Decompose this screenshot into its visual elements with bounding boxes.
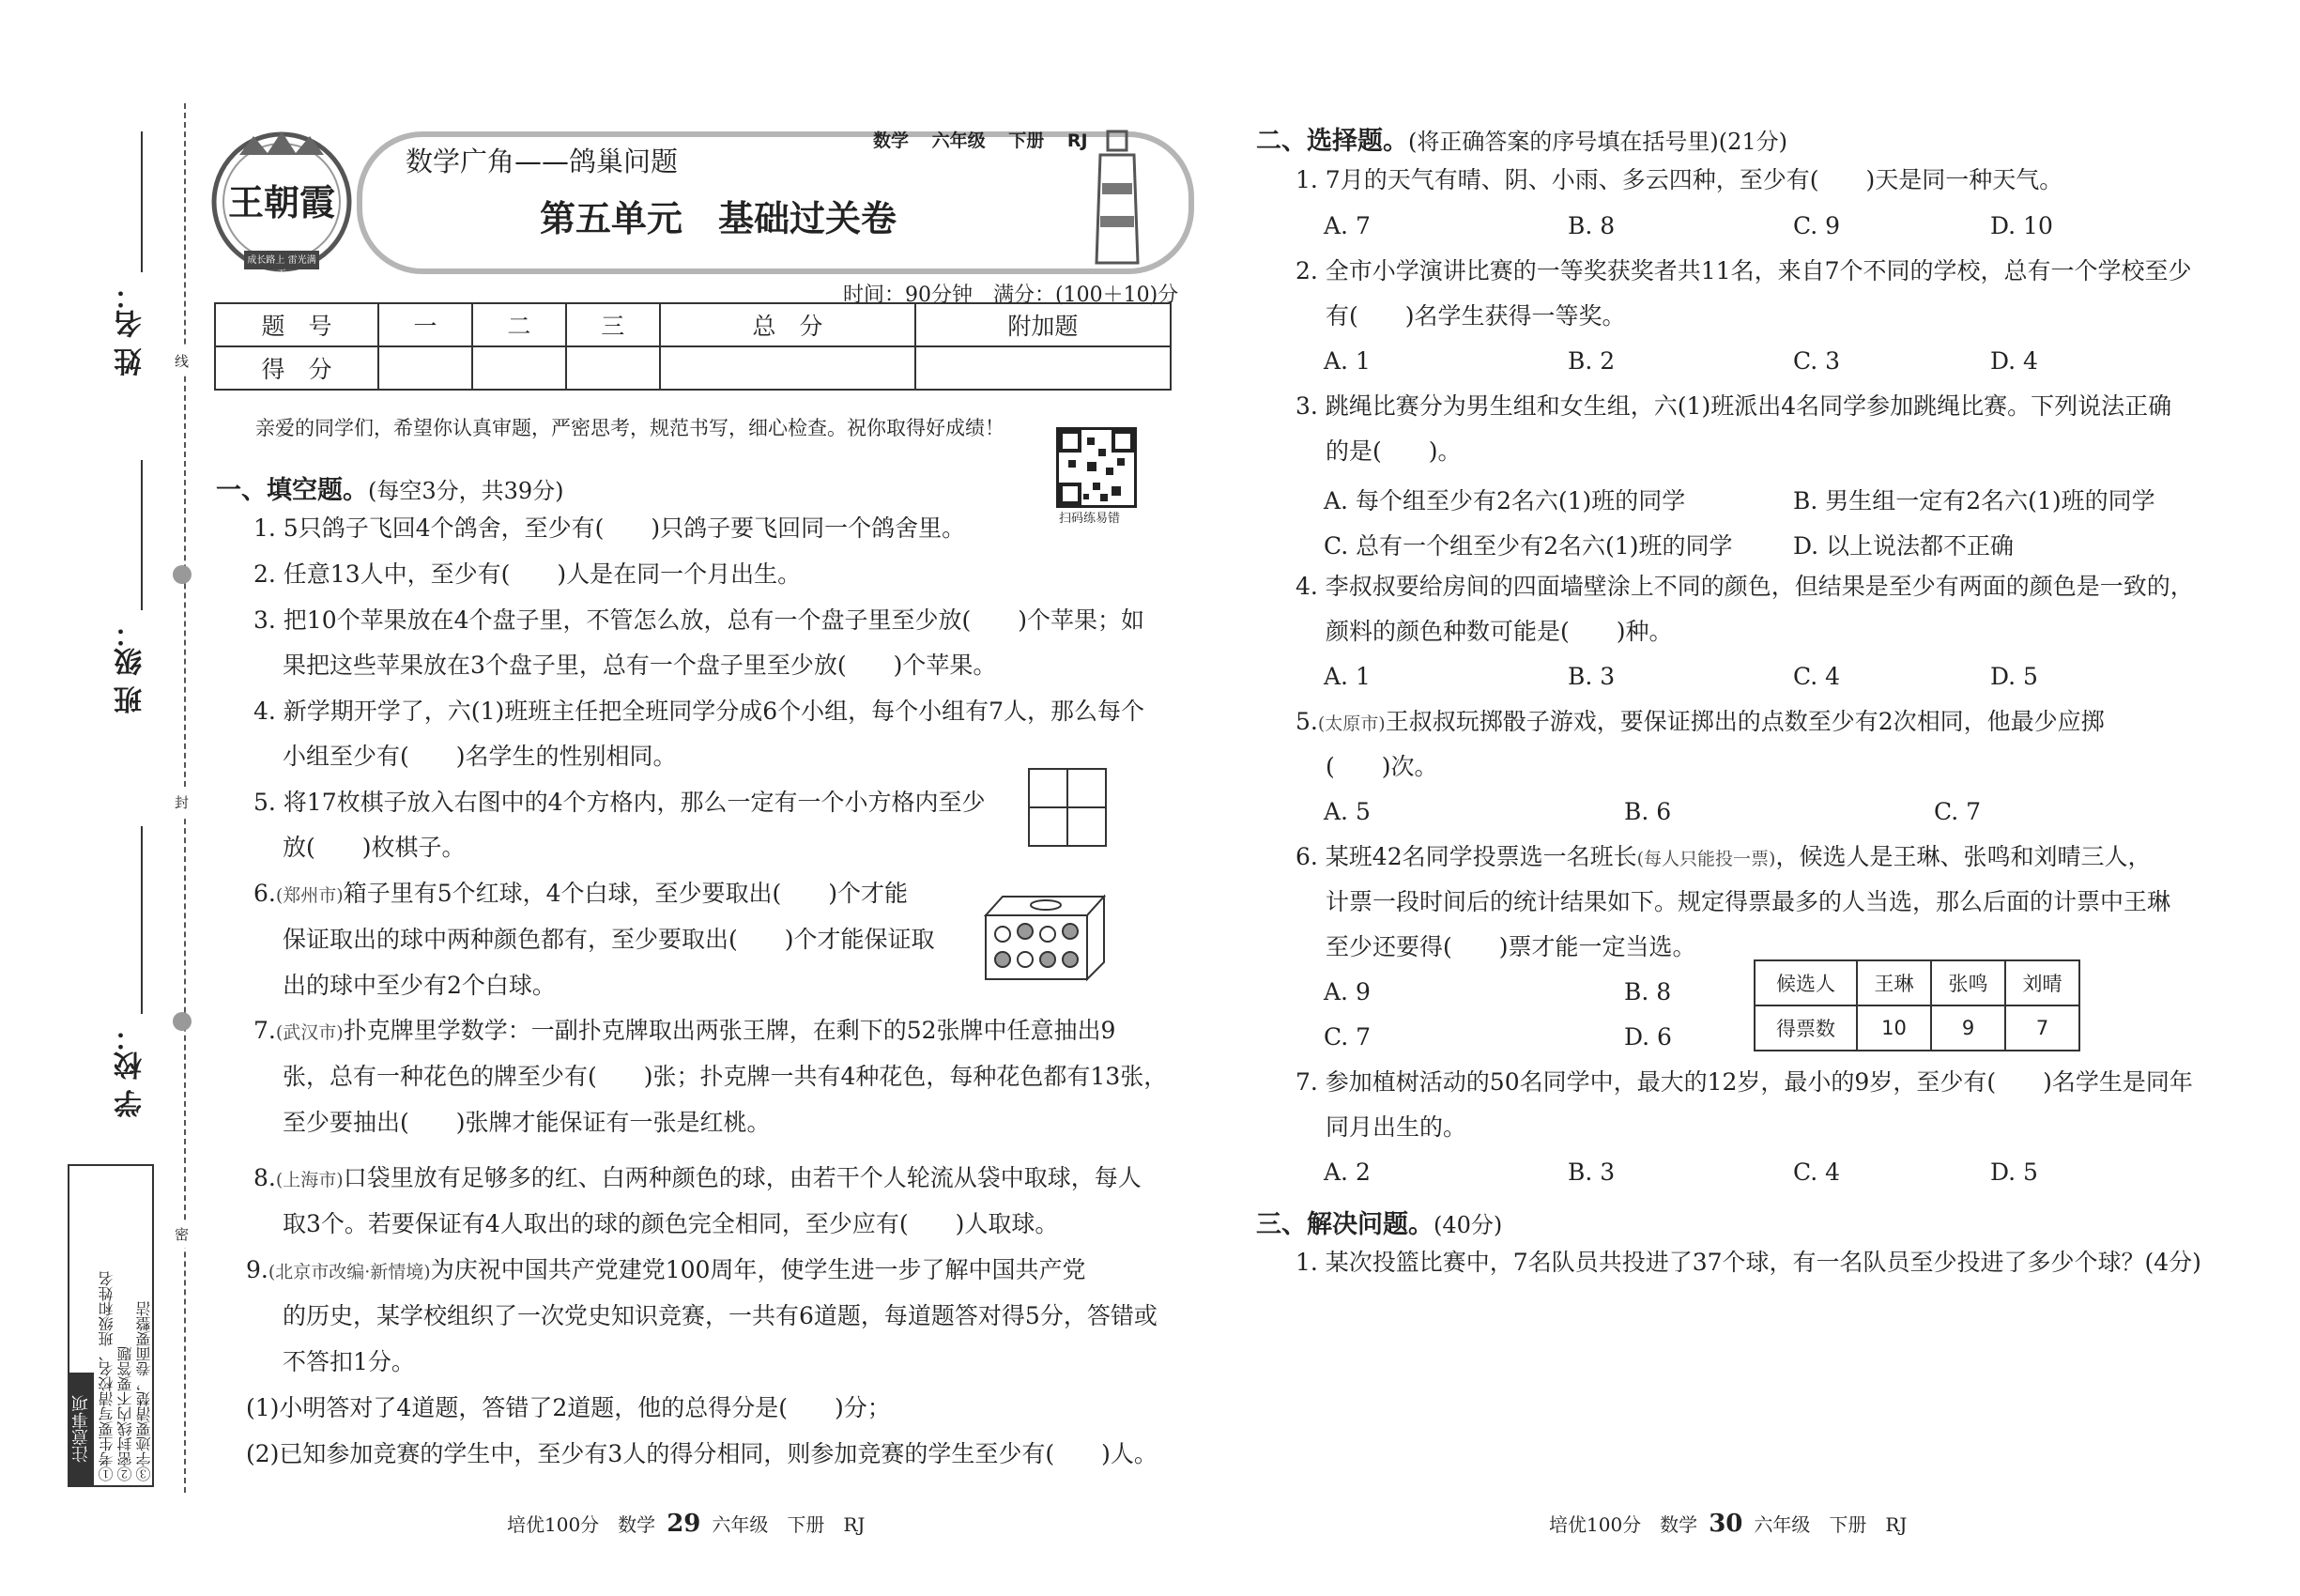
- name-label: 姓 名：: [115, 282, 147, 376]
- greeting: 亲爱的同学们，希望你认真审题，严密思考，规范书写，细心检查。祝你取得好成绩！: [255, 417, 1004, 439]
- score-table: [214, 302, 1172, 391]
- section-2-subtitle: (将正确答案的序号填在括号里)(21分): [1408, 129, 1787, 155]
- choice-option[interactable]: A. 1: [1324, 347, 1371, 375]
- choice-question-5-cont: ( )次。: [1326, 753, 1438, 780]
- brand-slogan-2: 雷光满天: [277, 255, 316, 280]
- choice-question-2-cont: 有( )名学生获得一等奖。: [1326, 302, 1626, 330]
- choice-question-4-cont: 颜料的颜色种数可能是( )种。: [1326, 618, 1673, 645]
- brand-slogan: [244, 252, 319, 280]
- choice-option[interactable]: B. 3: [1568, 1159, 1616, 1186]
- choice-question-6-cont: 计票一段时间后的统计结果如下。规定得票最多的人当选，那么后面的计票中王琳: [1326, 888, 2171, 915]
- choice-option[interactable]: D. 6: [1624, 1023, 1672, 1051]
- vote-cell: 候选人: [1755, 960, 1857, 1005]
- grid-horizontal-line: [1030, 806, 1105, 808]
- page-number: 30: [1709, 1510, 1743, 1538]
- q-source-note: (武汉市): [275, 1022, 344, 1043]
- score-cell: 总 分: [660, 303, 915, 346]
- vote-cell: 10: [1857, 1005, 1931, 1051]
- choice-question-7-cont: 同月出生的。: [1326, 1113, 1467, 1141]
- page-number: 29: [667, 1510, 701, 1538]
- class-line: [141, 460, 143, 610]
- choice-option[interactable]: A. 9: [1324, 978, 1371, 1005]
- q-text: 为庆祝中国共产党建党100周年，使学生进一步了解中国共产党: [430, 1256, 1086, 1283]
- fill-question-9-part-2: (2)已知参加竞赛的学生中，至少有3人的得分相同，则参加竞赛的学生至少有( )人。: [246, 1440, 1158, 1467]
- vote-cell: 王琳: [1857, 960, 1931, 1005]
- q-number: 7.: [253, 1017, 276, 1044]
- fill-question-7-cont2: 至少要抽出( )张牌才能保证有一张是红桃。: [283, 1109, 771, 1136]
- fill-question-6-cont2: 出的球中至少有2个白球。: [283, 972, 556, 999]
- choice-option[interactable]: A. 2: [1324, 1159, 1371, 1186]
- notice-item-2: ②密封线内不要答题: [116, 1346, 134, 1481]
- footer-right: [1549, 1510, 1907, 1538]
- vote-cell: 张鸣: [1931, 960, 2005, 1005]
- q-text: 口袋里放有足够多的红、白两种颜色的球，由若干个人轮流从袋中取球，每人: [343, 1164, 1142, 1191]
- score-table-score-row: [215, 346, 1171, 390]
- choice-option[interactable]: D. 4: [1990, 347, 2038, 375]
- binding-hole-icon: [173, 565, 192, 584]
- vote-cell: 得票数: [1755, 1005, 1857, 1051]
- vote-table-header: [1755, 960, 2079, 1005]
- choice-option[interactable]: A. 7: [1324, 212, 1371, 239]
- binding-strip: [0, 0, 192, 1596]
- score-input-cell[interactable]: [566, 346, 660, 390]
- qr-caption: 扫码练易错: [1059, 512, 1121, 526]
- choice-option[interactable]: B. 6: [1624, 798, 1672, 825]
- header-meta: [873, 127, 1088, 152]
- score-cell: 一: [378, 303, 472, 346]
- fill-question-7: [253, 1017, 1115, 1047]
- section-3-title: [1256, 1204, 1502, 1240]
- binding-hole-icon: [173, 1012, 192, 1031]
- fill-question-9-cont2: 不答扣1分。: [283, 1348, 415, 1375]
- q-source-note: (上海市): [275, 1170, 344, 1190]
- four-square-grid: [1028, 768, 1107, 847]
- section-1-subtitle: (每空3分，共39分): [368, 478, 564, 504]
- brand-logo: [202, 117, 361, 280]
- choice-option[interactable]: C. 7: [1934, 798, 1982, 825]
- notice-item-1: ①考生要写清校名、班级和姓名: [98, 1271, 115, 1481]
- fill-question-9-cont: 的历史，某学校组织了一次党史知识竞赛，一共有6道题，每道题答对得5分，答错或: [283, 1302, 1158, 1329]
- q-text: 6. 某班42名同学投票选一名班长: [1296, 843, 1637, 870]
- fill-question-3: 3. 把10个苹果放在4个盘子里，不管怎么放，总有一个盘子里至少放( )个苹果；如: [253, 606, 1145, 634]
- choice-question-3: 3. 跳绳比赛分为男生组和女生组，六(1)班派出4名同学参加跳绳比赛。下列说法正确: [1296, 392, 2172, 420]
- meta-grade: 六年级: [931, 130, 986, 151]
- vote-table-row: [1755, 1005, 2079, 1051]
- solve-question-1: 1. 某次投篮比赛中，7名队员共投进了37个球，有一名队员至少投进了多少个球？(4分): [1296, 1249, 2201, 1276]
- fill-question-5-cont: 放( )枚棋子。: [283, 834, 466, 861]
- choice-option[interactable]: C. 7: [1324, 1023, 1372, 1051]
- choice-question-3-cont: 的是( )。: [1326, 437, 1462, 465]
- score-cell: 题 号: [215, 303, 378, 346]
- section-2-title: [1256, 120, 1787, 157]
- q-source-note: (郑州市): [275, 885, 344, 906]
- choice-option[interactable]: D. 5: [1990, 663, 2038, 690]
- footer-left: [507, 1510, 865, 1538]
- footer-prefix: 培优100分 数学: [507, 1513, 656, 1536]
- fill-question-7-cont: 张，总有一种花色的牌至少有( )张；扑克牌一共有4种花色，每种花色都有13张，: [283, 1063, 1168, 1090]
- fill-question-6-cont: 保证取出的球中两种颜色都有，至少要取出( )个才能保证取: [283, 926, 935, 953]
- section-2-heading: 二、选择题。: [1256, 127, 1408, 156]
- name-line: [141, 131, 143, 272]
- fill-question-8: [253, 1164, 1142, 1194]
- q-inline-note: (每人只能投一票): [1636, 849, 1776, 869]
- choice-option[interactable]: A. 每个组至少有2名六(1)班的同学: [1324, 487, 1686, 514]
- score-input-cell[interactable]: [378, 346, 472, 390]
- choice-option[interactable]: B. 8: [1568, 212, 1616, 239]
- choice-option[interactable]: B. 3: [1568, 663, 1616, 690]
- fill-question-2: 2. 任意13人中，至少有( )人是在同一个月出生。: [253, 560, 802, 588]
- vote-cell: 9: [1931, 1005, 2005, 1051]
- school-line: [141, 826, 143, 1014]
- choice-question-6-cont2: 至少还要得( )票才能一定当选。: [1326, 933, 1696, 960]
- qr-code-icon: [1059, 430, 1134, 505]
- q-number: 8.: [253, 1164, 276, 1191]
- choice-option[interactable]: D. 以上说法都不正确: [1793, 532, 2015, 560]
- choice-option[interactable]: D. 5: [1990, 1159, 2038, 1186]
- fill-question-1: 1. 5只鸽子飞回4个鸽舍，至少有( )只鸽子要飞回同一个鸽舍里。: [253, 514, 966, 542]
- choice-question-2: 2. 全市小学演讲比赛的一等奖获奖者共11名，来自7个不同的学校，总有一个学校至少: [1296, 257, 2192, 284]
- choice-option[interactable]: D. 10: [1990, 212, 2053, 239]
- section-1-heading: 一、填空题。: [216, 476, 368, 505]
- score-input-cell[interactable]: [915, 346, 1171, 390]
- ball-box-figure: [984, 892, 1106, 981]
- fill-question-6: [253, 880, 908, 910]
- choice-question-6: [1296, 843, 2151, 873]
- meta-subject: 数学: [873, 130, 910, 151]
- choice-option[interactable]: C. 9: [1793, 212, 1841, 239]
- choice-option[interactable]: B. 2: [1568, 347, 1616, 375]
- vote-cell: 刘晴: [2005, 960, 2079, 1005]
- footer-prefix: 培优100分 数学: [1549, 1513, 1698, 1536]
- q-number: 6.: [253, 880, 276, 907]
- choice-option[interactable]: C. 4: [1793, 1159, 1841, 1186]
- page-title: 第五单元 基础过关卷: [540, 198, 897, 239]
- fill-question-8-cont: 取3个。若要保证有4人取出的球的颜色完全相同，至少应有( )人取球。: [283, 1210, 1059, 1237]
- choice-option[interactable]: C. 3: [1793, 347, 1841, 375]
- score-cell: 二: [472, 303, 566, 346]
- score-input-cell[interactable]: [472, 346, 566, 390]
- q-text: ，候选人是王琳、张鸣和刘晴三人，: [1775, 843, 2152, 870]
- vote-cell: 7: [2005, 1005, 2079, 1051]
- choice-option[interactable]: C. 4: [1793, 663, 1841, 690]
- notice-item-3: ③字迹要清楚，卷面要整洁: [135, 1301, 153, 1481]
- q-text: 箱子里有5个红球，4个白球，至少要取出( )个才能: [343, 880, 909, 907]
- fill-question-5: 5. 将17枚棋子放入右图中的4个方格内，那么一定有一个小方格内至少: [253, 789, 986, 816]
- q-text: 王叔叔玩掷骰子游戏，要保证掷出的点数至少有2次相同，他最少应掷: [1385, 708, 2105, 735]
- choice-option[interactable]: A. 1: [1324, 663, 1371, 690]
- class-label: 班 级：: [115, 620, 147, 714]
- time-score: 时间：90分钟 满分：(100＋10)分: [843, 284, 1179, 307]
- q-source-note: (太原市): [1317, 714, 1386, 734]
- footer-suffix: 六年级 下册 RJ: [1754, 1513, 1908, 1536]
- fill-question-9: [246, 1256, 1085, 1286]
- fill-question-9-part-1: (1)小明答对了4道题，答错了2道题，他的总得分是( )分；: [246, 1394, 891, 1421]
- notice-box: [68, 1164, 154, 1487]
- score-input-cell[interactable]: [660, 346, 915, 390]
- q-text: 扑克牌里学数学：一副扑克牌取出两张王牌，在剩下的52张牌中任意抽出9: [343, 1017, 1116, 1044]
- choice-option[interactable]: C. 总有一个组至少有2名六(1)班的同学: [1324, 532, 1733, 560]
- meta-volume: 下册: [1008, 130, 1045, 151]
- choice-question-7: 7. 参加植树活动的50名同学中，最大的12岁，最小的9岁，至少有( )名学生是同年: [1296, 1068, 2193, 1096]
- score-cell: 附加题: [915, 303, 1171, 346]
- cut-mark-line: 线: [173, 347, 191, 375]
- section-1-title: [216, 469, 564, 506]
- choice-option[interactable]: B. 8: [1624, 978, 1672, 1005]
- fill-question-4-cont: 小组至少有( )名学生的性别相同。: [283, 743, 677, 770]
- score-table-header-row: [215, 303, 1171, 346]
- fill-question-4: 4. 新学期开学了，六(1)班班主任把全班同学分成6个小组，每个小组有7人，那么每个: [253, 698, 1145, 725]
- answer-area[interactable]: [1296, 1296, 2234, 1483]
- qr-code[interactable]: [1056, 427, 1137, 508]
- score-cell: 三: [566, 303, 660, 346]
- choice-question-5: [1296, 708, 2105, 738]
- q-number: 5.: [1296, 708, 1318, 735]
- q-number: 9.: [246, 1256, 268, 1283]
- ball-box-icon: [984, 892, 1106, 981]
- cut-mark-seal: 封: [173, 789, 191, 816]
- footer-suffix: 六年级 下册 RJ: [712, 1513, 866, 1536]
- q-source-note: (北京市改编·新情境): [268, 1262, 431, 1282]
- score-cell: 得 分: [215, 346, 378, 390]
- meta-edition: RJ: [1066, 130, 1088, 151]
- section-3-heading: 三、解决问题。: [1256, 1210, 1434, 1239]
- notice-title: 注意事项: [69, 1373, 94, 1485]
- choice-question-4: 4. 李叔叔要给房间的四面墙壁涂上不同的颜色，但结果是至少有两面的颜色是一致的，: [1296, 573, 2194, 600]
- school-label: 学 校：: [115, 1023, 147, 1118]
- choice-option[interactable]: B. 男生组一定有2名六(1)班的同学: [1793, 487, 2155, 514]
- lighthouse-icon: [1080, 127, 1155, 268]
- choice-option[interactable]: A. 5: [1324, 798, 1371, 825]
- brand-slogan-1: 成长路上: [247, 255, 285, 266]
- topic-title: 数学广角——鸽巢问题: [406, 146, 679, 177]
- vote-table: [1754, 959, 2080, 1051]
- choice-question-1: 1. 7月的天气有晴、阴、小雨、多云四种，至少有( )天是同一种天气。: [1296, 166, 2063, 193]
- brand-name: 王朝霞: [227, 181, 335, 223]
- cut-mark-secret: 密: [173, 1220, 191, 1248]
- section-3-subtitle: (40分): [1434, 1212, 1503, 1238]
- fill-question-3-cont: 果把这些苹果放在3个盘子里，总有一个盘子里至少放( )个苹果。: [283, 652, 997, 679]
